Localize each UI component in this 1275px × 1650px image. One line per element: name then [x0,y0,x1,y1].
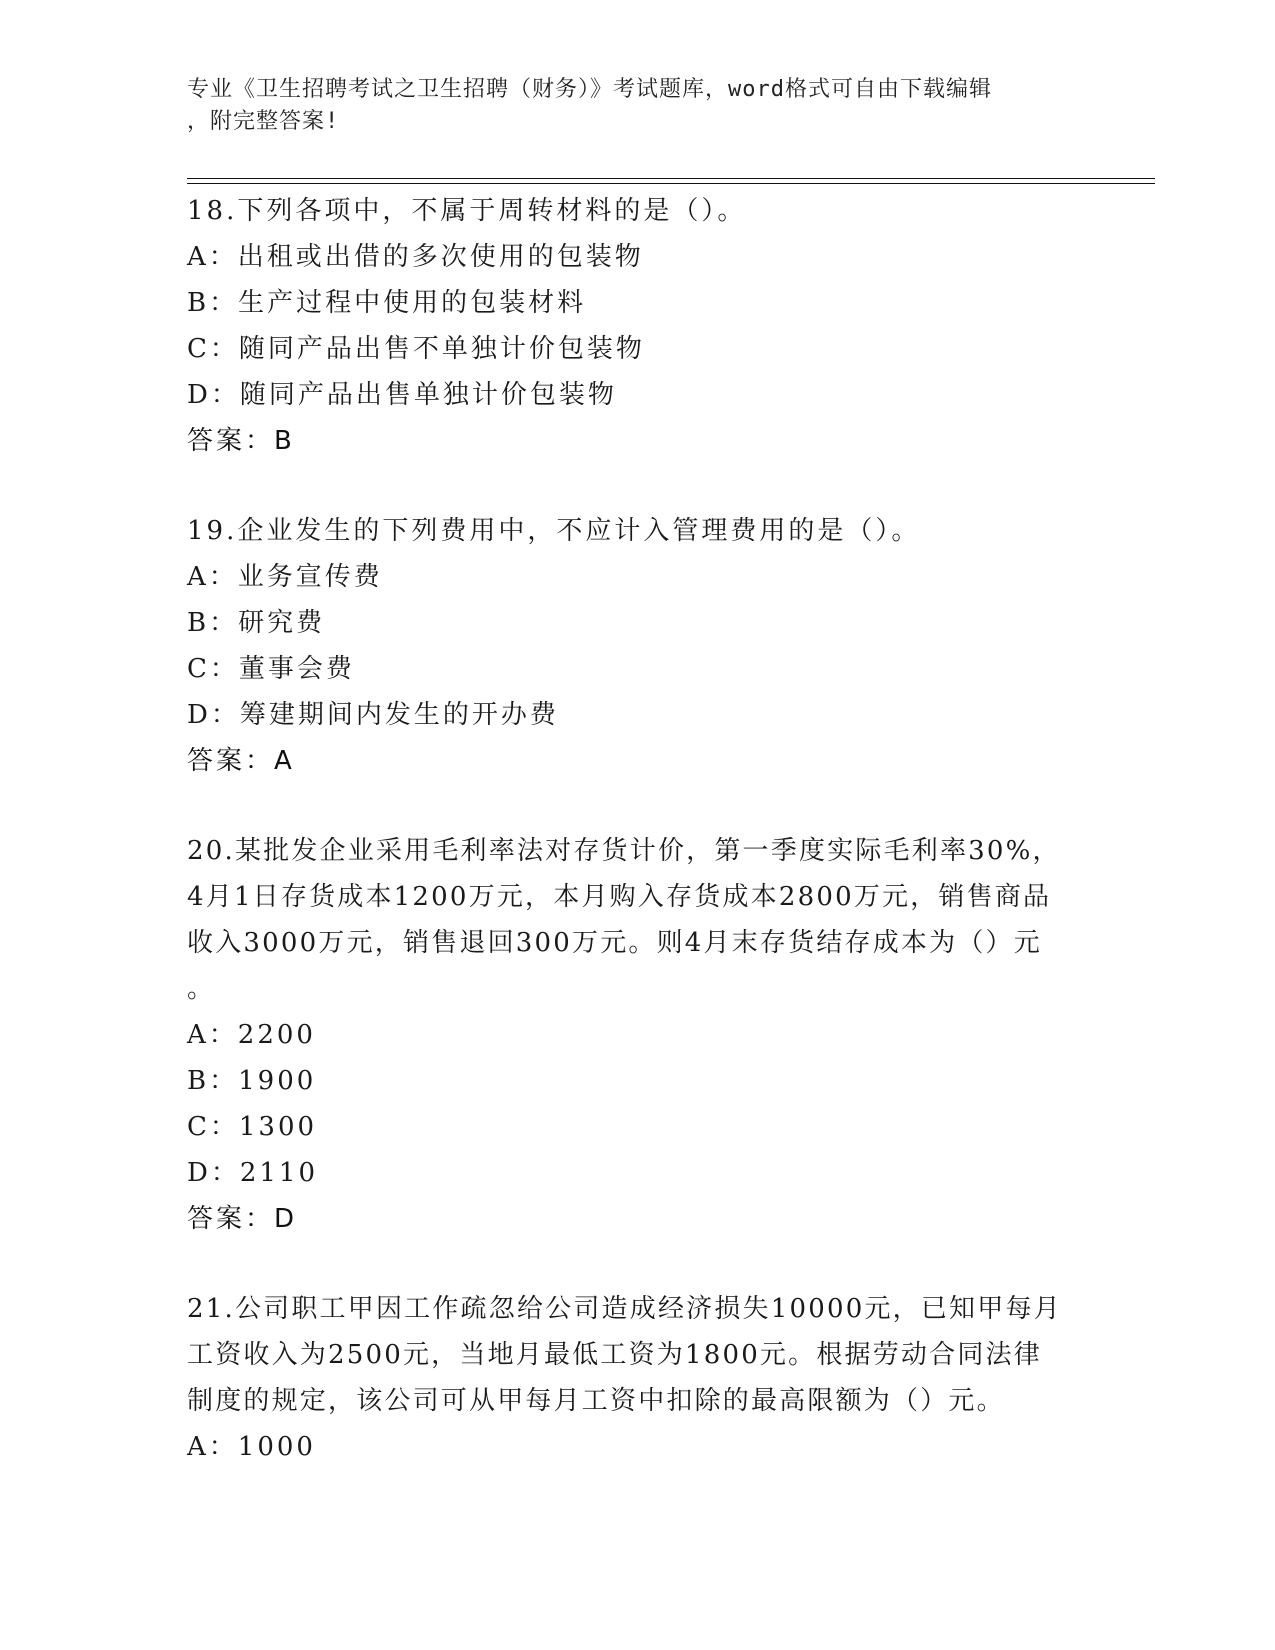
question-20 [187,828,1087,1242]
question-19 [187,508,1087,784]
option-d: D：筹建期间内发生的开办费 [187,700,559,730]
option-d: D：2110 [187,1158,319,1188]
option-b: B：1900 [187,1066,317,1096]
question-18 [187,188,1087,464]
answer: 答案：D [187,1204,298,1234]
header-line-2: ，附完整答案! [187,109,340,134]
option-c: C：1300 [187,1112,318,1142]
question-stem-line-4: 。 [187,974,216,1004]
option-a: A：出租或出借的多次使用的包装物 [187,242,644,272]
document-header [187,74,1067,138]
question-stem-line-2: 工资收入为2500元，当地月最低工资为1800元。根据劳动合同法律 [187,1340,1042,1370]
header-divider-bottom [187,183,1155,184]
option-c: C：随同产品出售不单独计价包装物 [187,334,645,364]
option-b: B：研究费 [187,608,326,638]
option-a: A：业务宣传费 [187,562,383,592]
answer: 答案：B [187,426,295,456]
answer: 答案：A [187,746,295,776]
question-stem: 18.下列各项中，不属于周转材料的是（）。 [187,196,747,226]
option-d: D：随同产品出售单独计价包装物 [187,380,617,410]
question-stem: 19.企业发生的下列费用中，不应计入管理费用的是（）。 [187,516,921,546]
header-divider-top [187,178,1155,179]
option-c: C：董事会费 [187,654,355,684]
header-line-1: 专业《卫生招聘考试之卫生招聘（财务）》考试题库，word格式可自由下载编辑 [187,77,992,102]
option-b: B：生产过程中使用的包装材料 [187,288,587,318]
question-stem-line-3: 收入3000万元，销售退回300万元。则4月末存货结存成本为（）元 [187,928,1042,958]
option-a: A：2200 [187,1020,316,1050]
question-stem-line-2: 4月1日存货成本1200万元，本月购入存货成本2800万元，销售商品 [187,882,1052,912]
question-stem-line-1: 20.某批发企业采用毛利率法对存货计价，第一季度实际毛利率30%， [187,836,1061,866]
question-21 [187,1286,1087,1470]
question-stem-line-1: 21.公司职工甲因工作疏忽给公司造成经济损失10000元，已知甲每月 [187,1294,1062,1324]
question-stem-line-3: 制度的规定，该公司可从甲每月工资中扣除的最高限额为（）元。 [187,1386,1005,1416]
option-a: A：1000 [187,1432,316,1462]
